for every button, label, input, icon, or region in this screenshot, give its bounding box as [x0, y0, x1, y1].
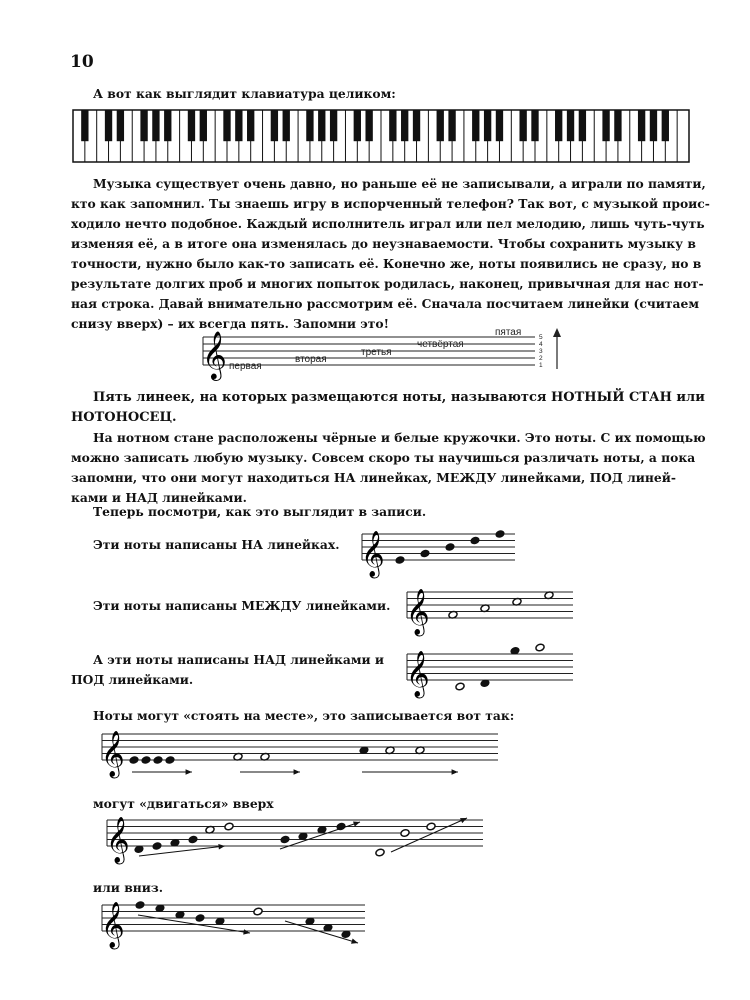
- direction-arrow: [139, 846, 225, 856]
- note-head: [253, 907, 263, 916]
- black-key: [306, 110, 313, 141]
- stand-still-text: Ноты могут «стоять на месте», это записывается вот так:: [93, 708, 515, 723]
- arrowhead-icon: [218, 844, 225, 849]
- note-head: [195, 914, 205, 923]
- black-key: [567, 110, 574, 141]
- treble-clef-icon: 𝄞: [406, 589, 430, 635]
- black-key: [614, 110, 621, 141]
- black-key: [401, 110, 408, 141]
- arrowhead-icon: [243, 929, 250, 934]
- treble-clef-icon: 𝄞: [101, 731, 125, 777]
- note-head: [280, 835, 290, 844]
- example-above-below-label: [71, 650, 385, 690]
- black-key: [318, 110, 325, 141]
- black-key: [448, 110, 455, 141]
- text-line: Музыка существует очень давно, но раньше её не записывали, а играли по памяти,: [93, 176, 706, 191]
- black-key: [472, 110, 479, 141]
- arrowhead-icon: [452, 769, 458, 774]
- line-label-third: третья: [361, 347, 392, 358]
- black-key: [81, 110, 88, 141]
- black-key: [638, 110, 645, 141]
- intro-text: А вот как выглядит клавиатура целиком:: [93, 86, 396, 101]
- treble-clef-icon: 𝄞: [101, 902, 125, 948]
- black-key: [662, 110, 669, 141]
- black-key: [283, 110, 290, 141]
- black-key: [164, 110, 171, 141]
- black-key: [188, 110, 195, 141]
- black-key: [602, 110, 609, 141]
- note-head: [455, 682, 465, 691]
- text-line: ходило нечто подобное. Каждый исполнитель играл или пел мелодию, лишь чуть-чуть: [71, 216, 705, 231]
- staff-lines-figure: [195, 325, 575, 385]
- staff-definition: [71, 388, 705, 428]
- black-key: [579, 110, 586, 141]
- arrowhead-icon: [294, 769, 300, 774]
- note-head: [495, 530, 505, 539]
- arrowhead-icon: [186, 769, 192, 774]
- text-line: Пять линеек, на которых размещаются ноты, называются НОТНЫЙ СТАН или: [93, 390, 705, 405]
- arrow-up-icon: [553, 328, 561, 369]
- line-number: 5: [539, 334, 543, 341]
- text-line: кто как запомнил. Ты знаешь игру в испорченный телефон? Так вот, с музыкой проис-: [71, 196, 710, 211]
- note-head: [535, 643, 545, 652]
- line-label-fifth: пятая: [495, 327, 522, 338]
- text-line: снизу вверх) – их всегда пять. Запомни это!: [71, 316, 389, 331]
- text-line: результате долгих проб и многих попыток родилась, наконец, привычная для нас нот-: [71, 276, 704, 291]
- example-on-lines-label: Эти ноты написаны НА линейках.: [93, 537, 340, 552]
- text-line: ная строка. Давай внимательно рассмотрим её. Сначала посчитаем линейки (считаем: [71, 296, 700, 311]
- note-head: [135, 901, 145, 910]
- text-line: ПОД линейками.: [71, 672, 194, 687]
- black-key: [365, 110, 372, 141]
- treble-clef-icon: 𝄞: [406, 651, 430, 697]
- black-key: [271, 110, 278, 141]
- staff-ascending-notes: [105, 808, 485, 868]
- black-key: [413, 110, 420, 141]
- line-number: 2: [539, 355, 543, 362]
- treble-clef-icon: 𝄞: [202, 330, 227, 379]
- note-head: [152, 842, 162, 851]
- black-key: [389, 110, 396, 141]
- black-key: [330, 110, 337, 141]
- black-key: [437, 110, 444, 141]
- black-key: [555, 110, 562, 141]
- black-key: [223, 110, 230, 141]
- black-key: [484, 110, 491, 141]
- black-key: [650, 110, 657, 141]
- text-line: НОТОНОСЕЦ.: [71, 410, 177, 425]
- black-key: [152, 110, 159, 141]
- piano-keyboard-illustration: [73, 110, 689, 162]
- note-head: [375, 848, 385, 857]
- example-between-lines-label: Эти ноты написаны МЕЖДУ линейками.: [93, 598, 391, 613]
- treble-clef-icon: 𝄞: [106, 817, 130, 863]
- note-head: [153, 756, 163, 765]
- move-up-text: могут «двигаться» вверх: [93, 796, 274, 811]
- see-how-text: Теперь посмотри, как это выглядит в записи.: [93, 504, 427, 519]
- move-down-text: или вниз.: [93, 880, 163, 895]
- history-paragraph: [71, 174, 710, 334]
- note-head: [400, 829, 410, 838]
- line-number: 4: [539, 341, 543, 348]
- page-number: 10: [70, 52, 94, 72]
- note-head: [188, 835, 198, 844]
- treble-clef-icon: 𝄞: [361, 531, 385, 577]
- line-label-fourth: четвёртая: [417, 339, 464, 350]
- black-key: [531, 110, 538, 141]
- black-key: [519, 110, 526, 141]
- text-line: запомни, что они могут находиться НА линейках, МЕЖДУ линейками, ПОД линей-: [71, 470, 676, 485]
- note-head: [141, 756, 151, 765]
- note-head: [470, 536, 480, 545]
- black-key: [235, 110, 242, 141]
- text-line: А эти ноты написаны НАД линейками и: [93, 652, 385, 667]
- black-key: [140, 110, 147, 141]
- note-head: [426, 822, 436, 831]
- note-head: [224, 822, 234, 831]
- arrowhead-icon: [351, 939, 358, 944]
- black-key: [200, 110, 207, 141]
- text-line: точности, нужно было как-то записать её. Конечно же, ноты появились не сразу, но в: [71, 256, 702, 271]
- staff-notes-on-lines: [360, 524, 520, 577]
- text-line: изменяя её, а в итоге она изменялась до неузнаваемости. Чтобы сохранить музыку в: [71, 236, 696, 251]
- line-label-second: вторая: [295, 354, 327, 365]
- black-key: [354, 110, 361, 141]
- staff-notes-above-below: [405, 640, 575, 695]
- arrowhead-icon: [353, 821, 360, 826]
- staff-standing-notes: [100, 722, 500, 782]
- text-line: ками и НАД линейками.: [71, 490, 247, 505]
- note-head: [420, 549, 430, 558]
- note-head: [165, 756, 175, 765]
- black-key: [105, 110, 112, 141]
- note-head: [129, 756, 139, 765]
- note-head: [445, 543, 455, 552]
- staff-notes-between-lines: [405, 582, 575, 635]
- staff-descending-notes: [100, 893, 370, 953]
- notes-paragraph: [71, 428, 706, 508]
- black-key: [117, 110, 124, 141]
- text-line: На нотном стане расположены чёрные и белые кружочки. Это ноты. С их помощью: [93, 430, 706, 445]
- line-number: 3: [539, 348, 543, 355]
- note-head: [395, 556, 405, 565]
- text-line: можно записать любую музыку. Совсем скоро ты научишься различать ноты, а пока: [71, 450, 696, 465]
- line-label-first: первая: [229, 361, 262, 372]
- black-key: [247, 110, 254, 141]
- line-number: 1: [539, 362, 543, 369]
- black-key: [496, 110, 503, 141]
